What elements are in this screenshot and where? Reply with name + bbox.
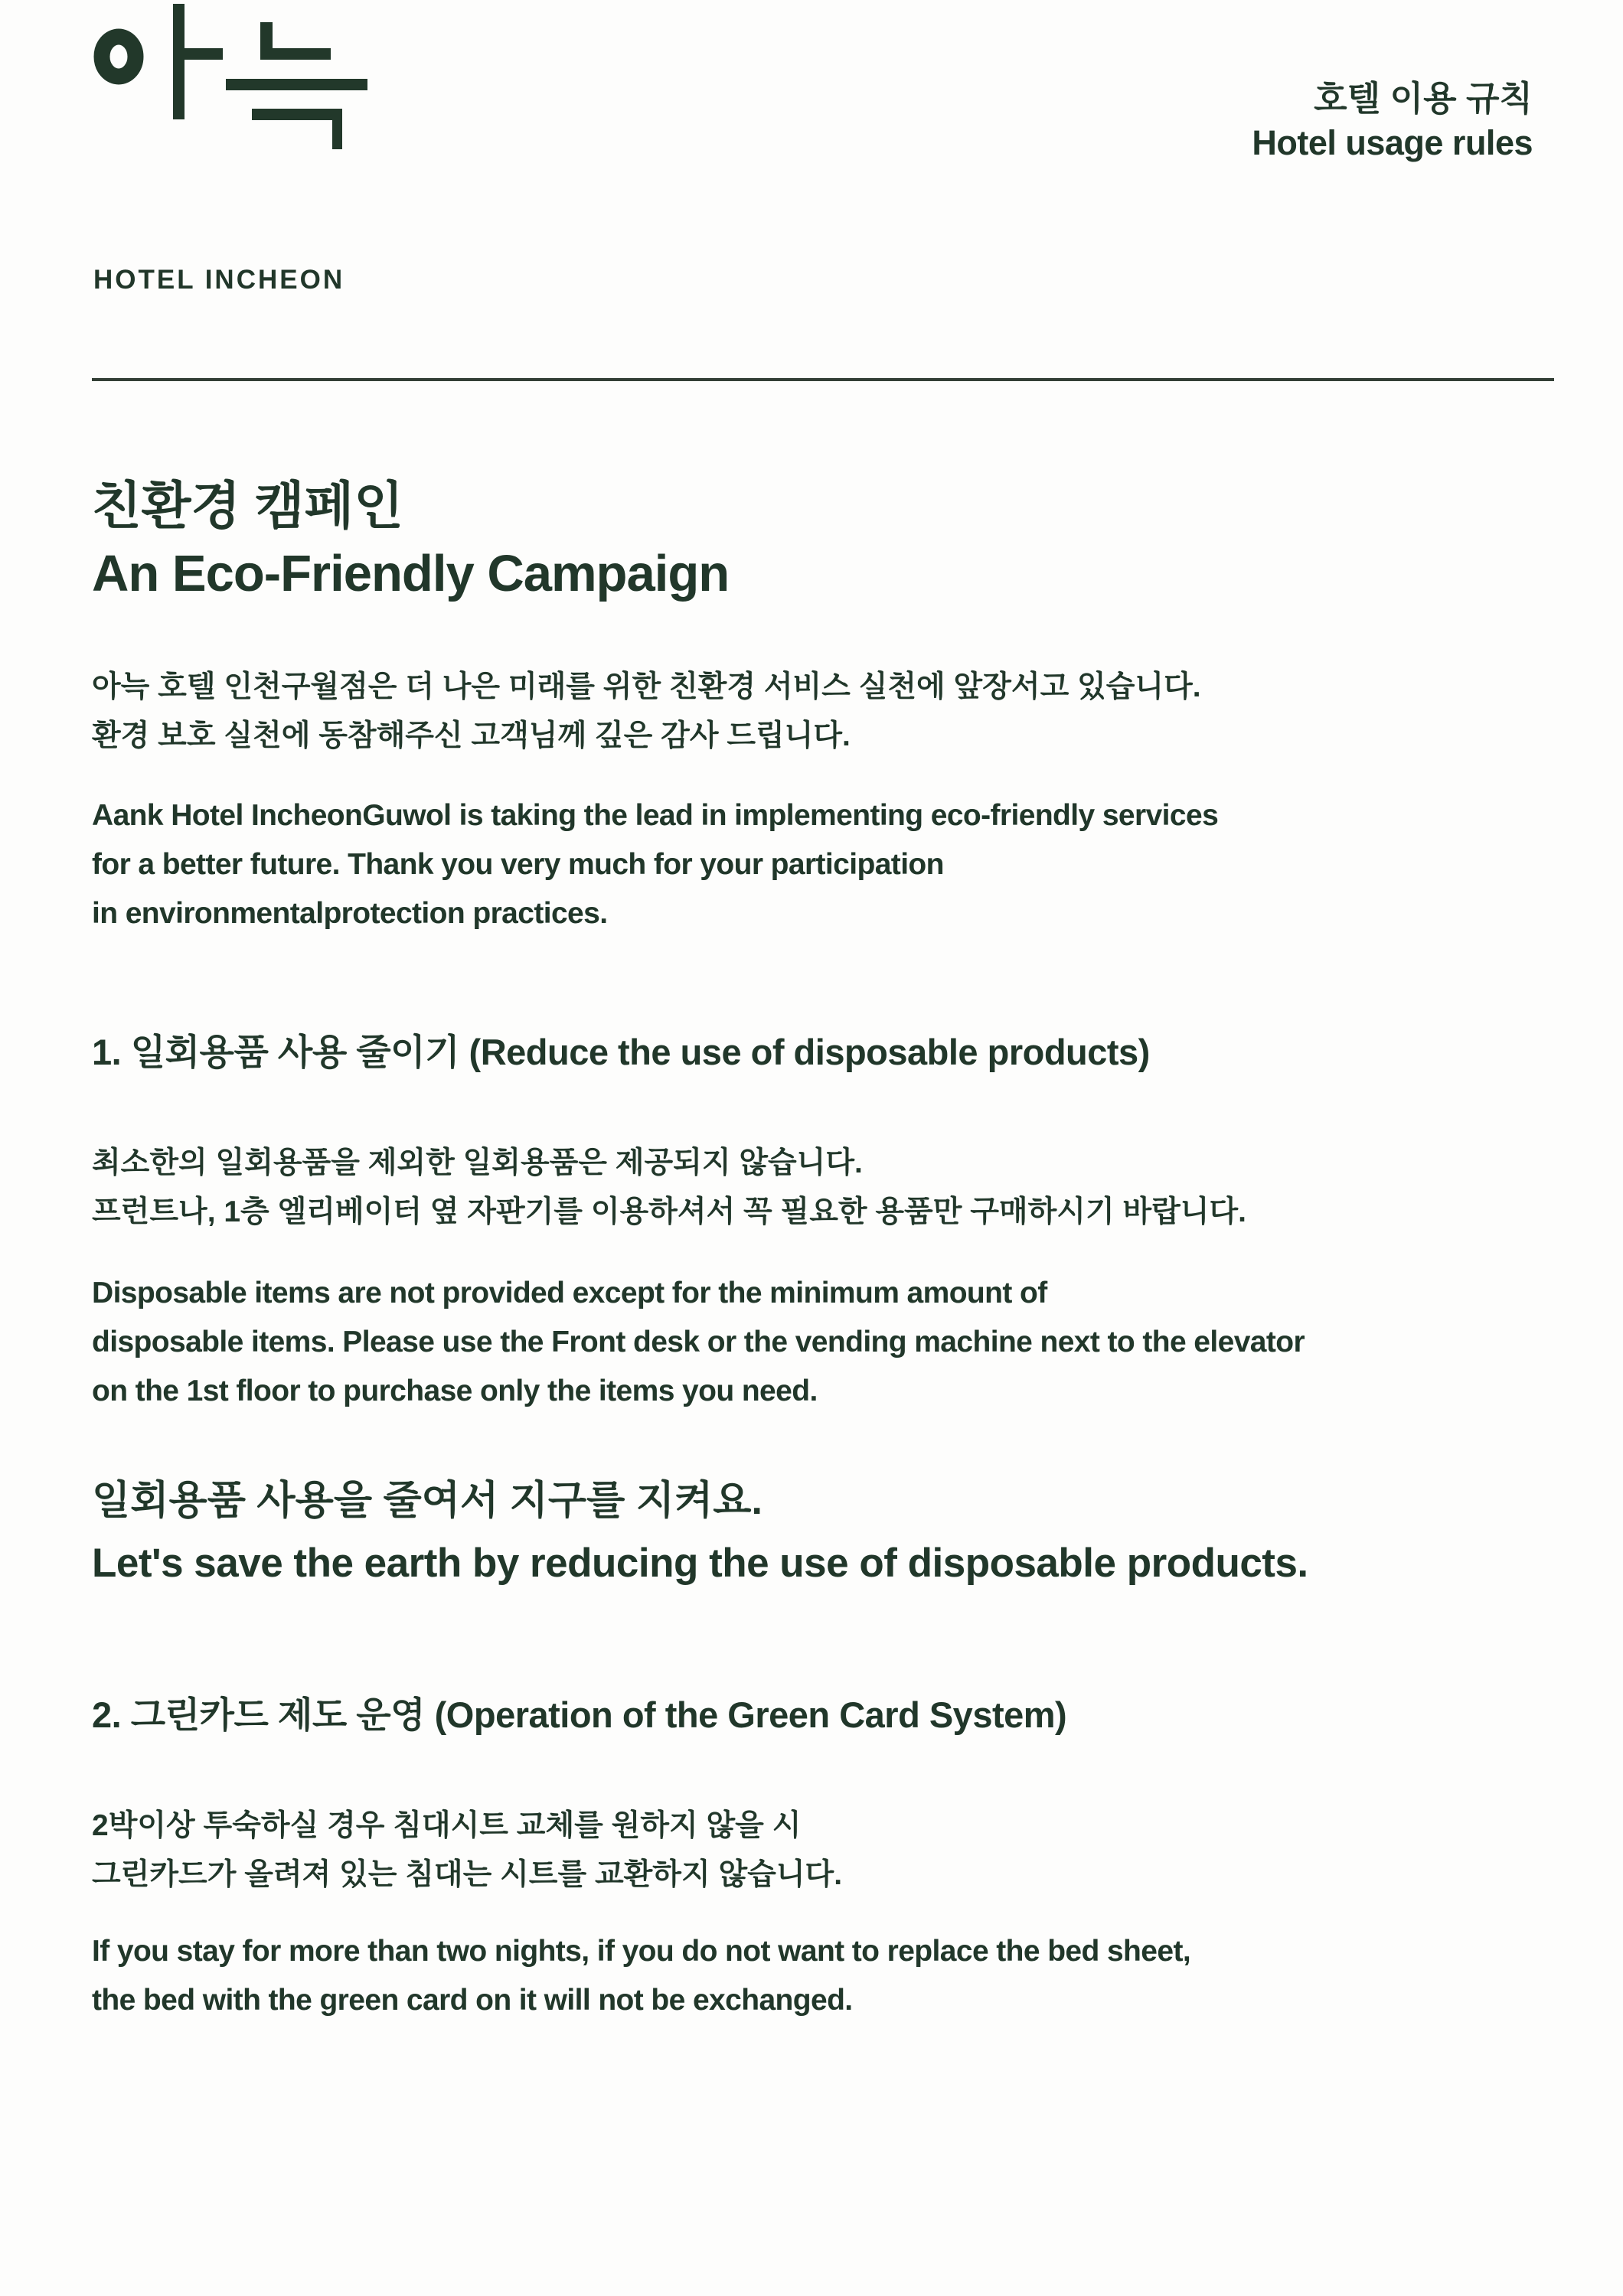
intro-paragraph-kr <box>92 663 1554 761</box>
section-2-kr-line: 2박이상 투숙하실 경우 침대시트 교체를 원하지 않을 시 <box>92 1809 802 1842</box>
eco-slogan-en: Let's save the earth by reducing the use of disposable products. <box>92 1541 1308 1586</box>
usage-rules-label <box>1252 77 1533 165</box>
usage-rules-label-en: Hotel usage rules <box>1252 123 1533 162</box>
hotel-logo-text: HOTEL INCHEON <box>93 265 345 295</box>
section-2-paragraph-kr <box>92 1802 1554 1900</box>
section-2-kr-line: 그린카드가 올려져 있는 침대는 시트를 교환하지 않습니다. <box>92 1858 843 1891</box>
section-1-paragraph-kr <box>92 1139 1554 1237</box>
section-1-heading: 1. 일회용품 사용 줄이기 (Reduce the use of disposable products) <box>92 1032 1150 1072</box>
intro-en-line: for a better future. Thank you very much for your participation <box>92 848 944 881</box>
section-1-kr-line: 프런트나, 1층 엘리베이터 옆 자판기를 이용하셔서 꼭 필요한 용품만 구매하시기 바랍니다. <box>92 1195 1246 1228</box>
intro-en-line: Aank Hotel IncheonGuwol is taking the lead in implementing eco-friendly services <box>92 799 1219 832</box>
header-divider <box>92 378 1554 381</box>
hotel-logo-icon <box>92 0 367 153</box>
intro-kr-line: 환경 보호 실천에 동참해주신 고객님께 깊은 감사 드립니다. <box>92 719 851 752</box>
section-1-kr-line: 최소한의 일회용품을 제외한 일회용품은 제공되지 않습니다. <box>92 1146 863 1179</box>
page-title <box>92 473 1554 608</box>
intro-paragraph-en <box>92 791 1554 938</box>
usage-rules-label-kr: 호텔 이용 규칙 <box>1314 79 1533 118</box>
section-1-en-line: on the 1st floor to purchase only the items you need. <box>92 1375 818 1407</box>
section-2-en-line: If you stay for more than two nights, if you do not want to replace the bed sheet, <box>92 1935 1191 1968</box>
section-2-en-line: the bed with the green card on it will not be exchanged. <box>92 1984 853 2017</box>
section-1-paragraph-en <box>92 1269 1554 1416</box>
page-title-kr: 친환경 캠페인 <box>92 478 403 535</box>
intro-kr-line: 아늑 호텔 인천구월점은 더 나은 미래를 위한 친환경 서비스 실천에 앞장서고 있습니다. <box>92 670 1201 703</box>
section-1-en-line: disposable items. Please use the Front desk or the vending machine next to the elevator <box>92 1326 1305 1358</box>
page-title-en: An Eco-Friendly Campaign <box>92 545 730 602</box>
eco-slogan-kr: 일회용품 사용을 줄여서 지구를 지켜요. <box>92 1479 763 1523</box>
section-1-en-line: Disposable items are not provided except for the minimum amount of <box>92 1277 1047 1309</box>
hotel-logo-mark <box>92 0 367 153</box>
section-2-heading: 2. 그린카드 제도 운영 (Operation of the Green Card System) <box>92 1694 1067 1735</box>
eco-slogan <box>92 1469 1554 1595</box>
section-2-paragraph-en <box>92 1927 1554 2025</box>
page-header <box>92 0 1554 378</box>
intro-en-line: in environmentalprotection practices. <box>92 897 608 930</box>
